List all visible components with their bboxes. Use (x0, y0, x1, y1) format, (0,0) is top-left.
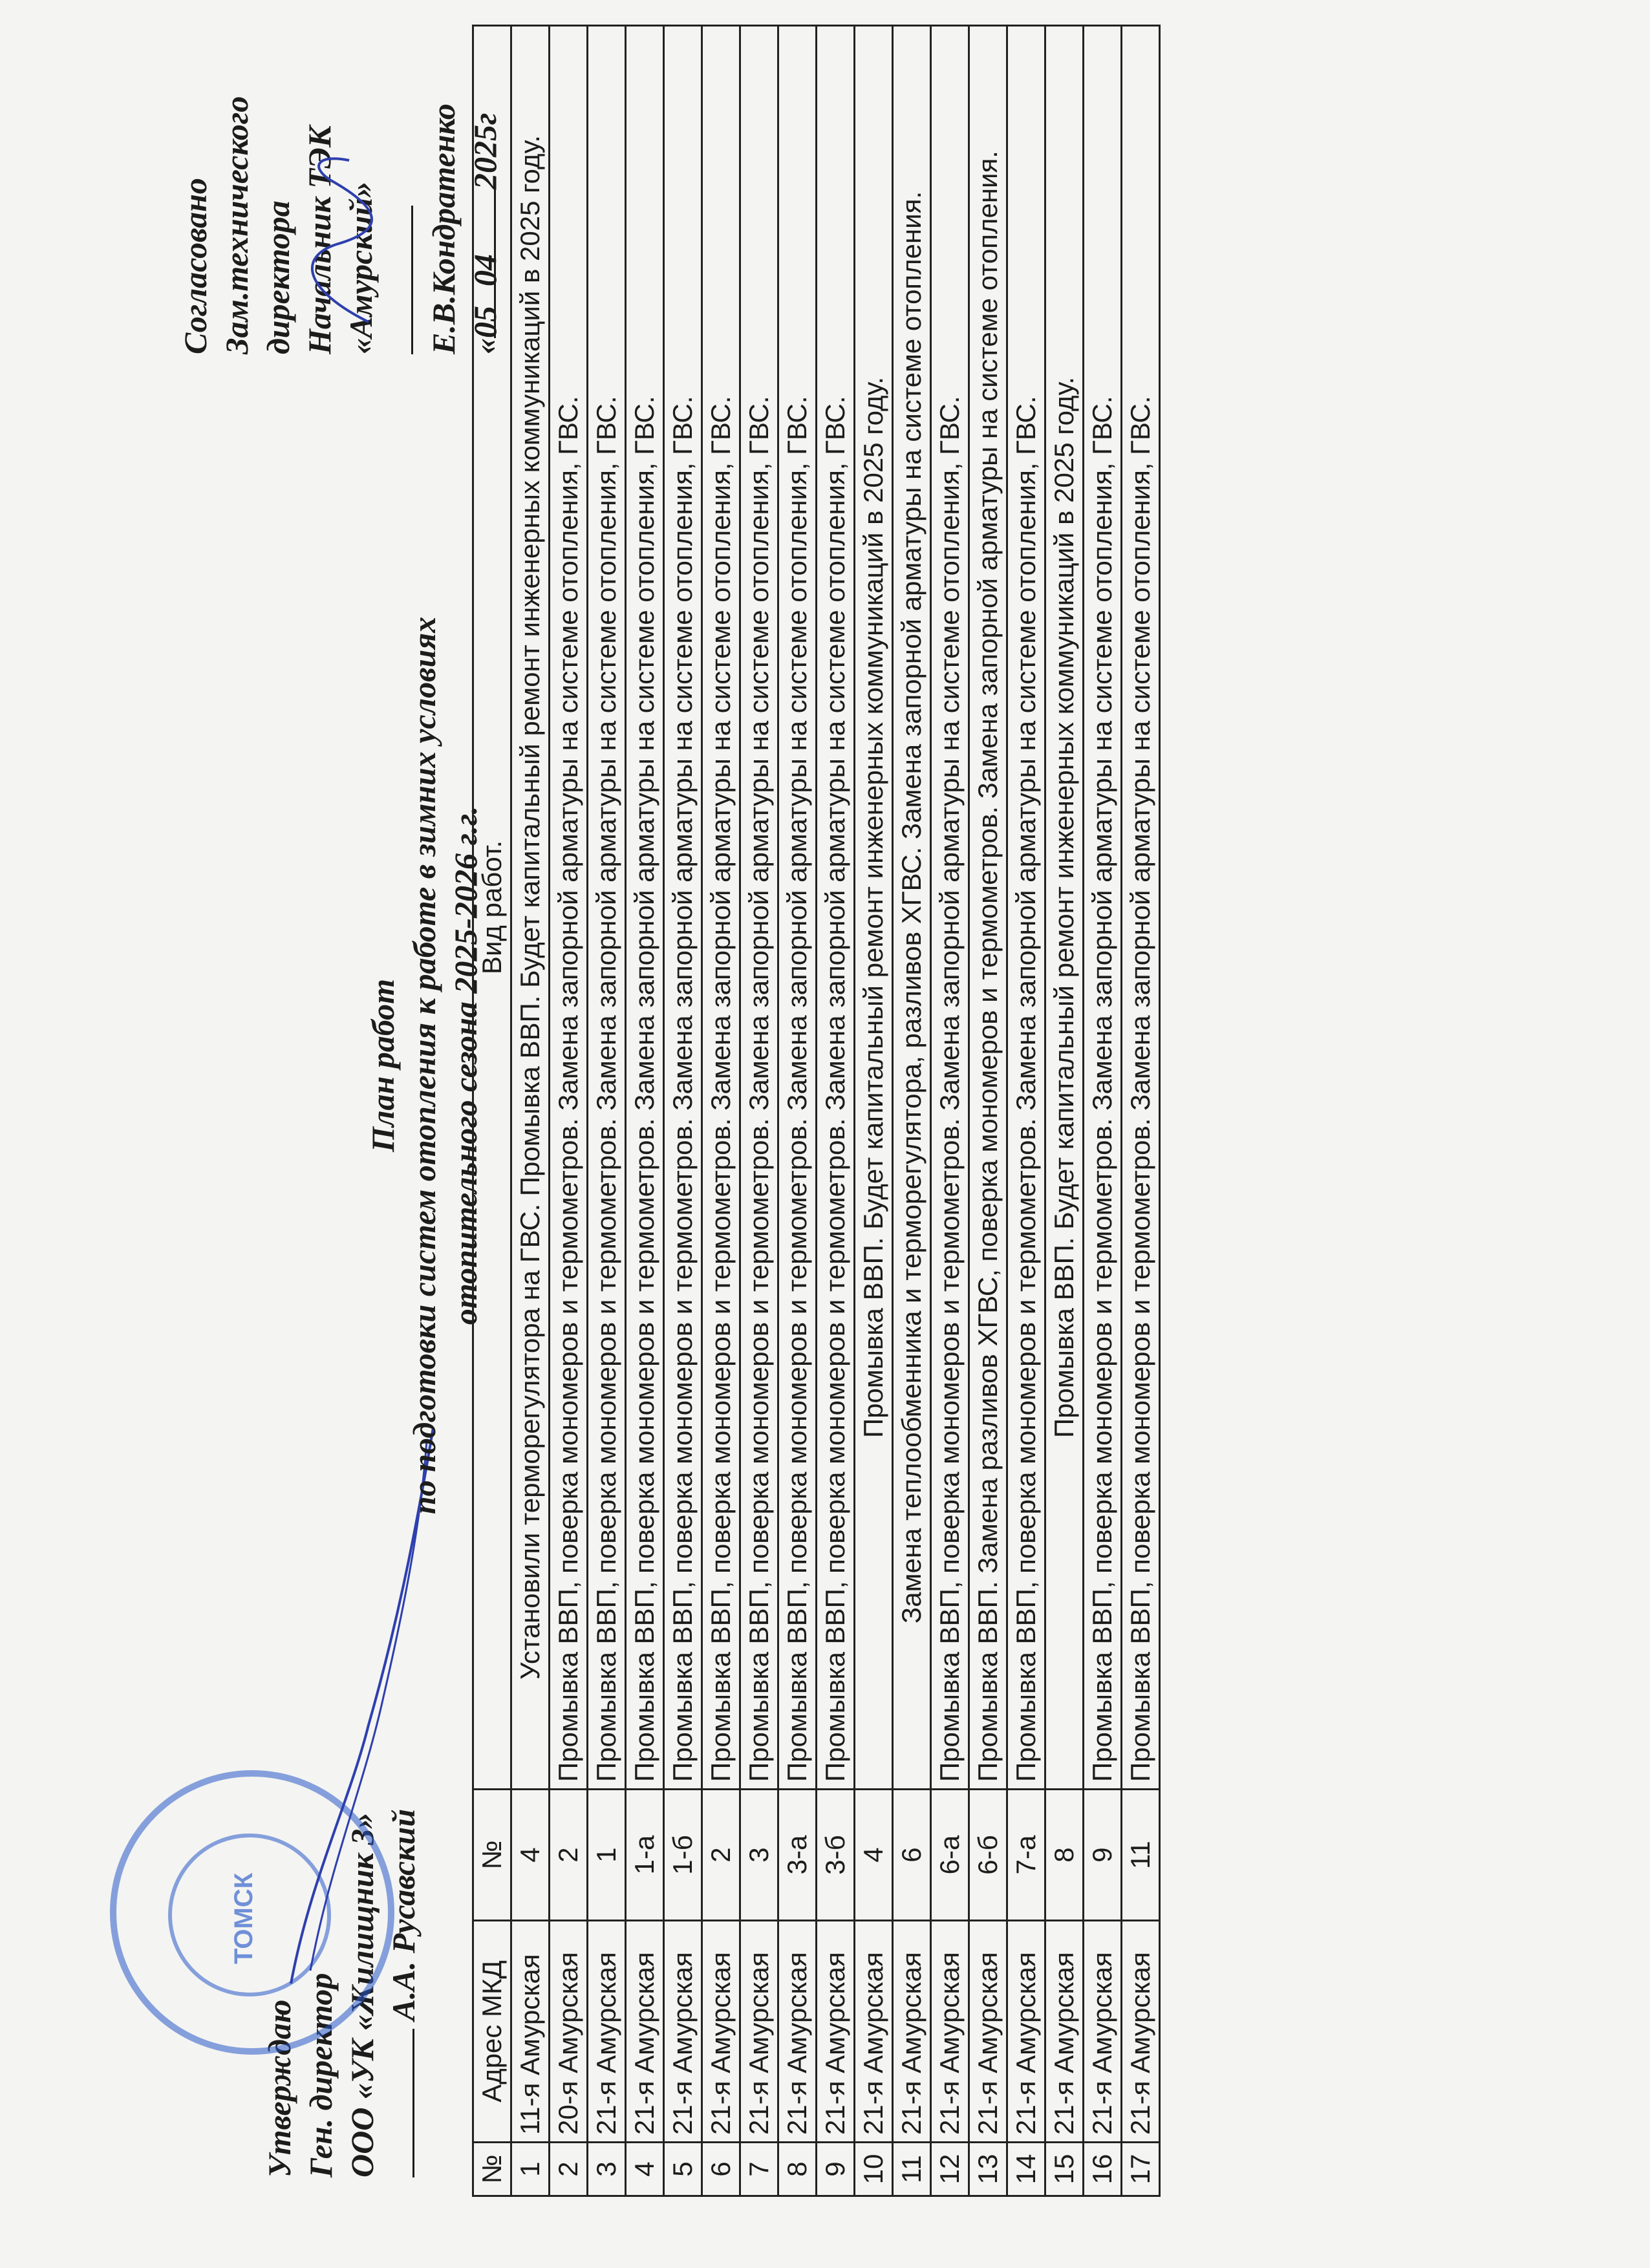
approval-company: ООО «УК «Жилищник 3» (344, 1812, 380, 2177)
agreement-title: Согласовано (177, 178, 213, 354)
row-number: 2 (550, 2143, 588, 2196)
row-house-number: 2 (702, 1790, 740, 1921)
agreement-department: Начальник ТЭК «Амурский» (301, 125, 379, 354)
agreement-position: Зам.технического директора (219, 96, 296, 354)
table-row (550, 26, 588, 2196)
row-address: 20-я Амурская (550, 1921, 588, 2143)
row-address: 21-я Амурская (778, 1921, 817, 2143)
table-header-row (473, 26, 511, 2196)
row-address: 21-я Амурская (1045, 1921, 1084, 2143)
row-work: Промывка ВВП, поверка мономеров и термометров. Замена запорной арматуры на системе отопления, ГВС. (931, 26, 969, 1790)
row-house-number: 4 (855, 1790, 893, 1921)
row-work: Промывка ВВП. Замена разливов ХГВС, поверка мономеров и термометров. Замена запорной арматуры на системе отопления. (969, 26, 1007, 1790)
row-number: 6 (702, 2143, 740, 2196)
row-house-number: 1-б (664, 1790, 702, 1921)
row-number: 5 (664, 2143, 702, 2196)
stamp-city: ТОМСК (230, 1872, 258, 1964)
document-title (362, 225, 486, 1906)
row-house-number: 6-а (931, 1790, 969, 1921)
row-address: 21-я Амурская (702, 1921, 740, 2143)
header-house-number: № (473, 1790, 511, 1921)
table-row (1007, 26, 1045, 2196)
table-row (817, 26, 855, 2196)
date-year: 2025г (467, 112, 503, 189)
row-house-number: 2 (550, 1790, 588, 1921)
header-work-type: Вид работ. (473, 26, 511, 1790)
table-row (664, 26, 702, 2196)
table-row (511, 26, 550, 2196)
row-address: 21-я Амурская (1122, 1921, 1160, 2143)
table-row (588, 26, 626, 2196)
row-work: Промывка ВВП, поверка мономеров и термометров. Замена запорной арматуры на системе отопления, ГВС. (702, 26, 740, 1790)
title-line-3: отопительного сезона 2025-2026 г.г. (447, 806, 484, 1325)
row-number: 8 (778, 2143, 817, 2196)
table-row (702, 26, 740, 2196)
header-number: № (473, 2143, 511, 2196)
table-row (740, 26, 778, 2196)
row-house-number: 6-б (969, 1790, 1007, 1921)
row-number: 3 (588, 2143, 626, 2196)
row-work: Промывка ВВП, поверка мономеров и термометров. Замена запорной арматуры на системе отопления, ГВС. (1122, 26, 1160, 1790)
row-number: 17 (1122, 2143, 1160, 2196)
row-work: Промывка ВВП, поверка мономеров и термометров. Замена запорной арматуры на системе отопления, ГВС. (588, 26, 626, 1790)
row-number: 7 (740, 2143, 778, 2196)
header-address: Адрес МКД (473, 1921, 511, 2143)
row-address: 11-я Амурская (511, 1921, 550, 2143)
signature-underline (383, 2029, 414, 2177)
row-work: Промывка ВВП, поверка мономеров и термометров. Замена запорной арматуры на системе отопления, ГВС. (778, 26, 817, 1790)
row-work: Промывка ВВП, поверка мономеров и термометров. Замена запорной арматуры на системе отопления, ГВС. (1007, 26, 1045, 1790)
table-row (626, 26, 664, 2196)
row-work: Замена теплообменника и терморегулятора, разливов ХГВС. Замена запорной арматуры на системе отопления. (893, 26, 931, 1790)
row-house-number: 3 (740, 1790, 778, 1921)
row-number: 4 (626, 2143, 664, 2196)
table-body (511, 26, 1160, 2196)
table-row (969, 26, 1007, 2196)
row-house-number: 3-б (817, 1790, 855, 1921)
table-row (1045, 26, 1084, 2196)
date-month: 04 (464, 189, 496, 286)
row-number: 12 (931, 2143, 969, 2196)
row-work: Промывка ВВП, поверка мономеров и термометров. Замена запорной арматуры на системе отопления, ГВС. (740, 26, 778, 1790)
date-day: 05 (464, 286, 496, 338)
approval-name: А.А. Русавский (385, 1808, 422, 2021)
row-house-number: 3-а (778, 1790, 817, 1921)
row-address: 21-я Амурская (626, 1921, 664, 2143)
table-row (1122, 26, 1160, 2196)
row-address: 21-я Амурская (817, 1921, 855, 2143)
row-work: Промывка ВВП, поверка мономеров и термометров. Замена запорной арматуры на системе отопления, ГВС. (1084, 26, 1122, 1790)
row-house-number: 6 (893, 1790, 931, 1921)
row-number: 1 (511, 2143, 550, 2196)
row-address: 21-я Амурская (931, 1921, 969, 2143)
row-address: 21-я Амурская (893, 1921, 931, 2143)
row-address: 21-я Амурская (1084, 1921, 1122, 2143)
row-address: 21-я Амурская (1007, 1921, 1045, 2143)
row-number: 14 (1007, 2143, 1045, 2196)
row-work: Промывка ВВП, поверка мономеров и термометров. Замена запорной арматуры на системе отопления, ГВС. (817, 26, 855, 1790)
row-house-number: 7-а (1007, 1790, 1045, 1921)
row-number: 13 (969, 2143, 1007, 2196)
row-work: Промывка ВВП. Будет капитальный ремонт инженерных коммуникаций в 2025 году. (855, 26, 893, 1790)
row-address: 21-я Амурская (969, 1921, 1007, 2143)
row-work: Промывка ВВП. Будет капитальный ремонт инженерных коммуникаций в 2025 году. (1045, 26, 1084, 1790)
row-number: 9 (817, 2143, 855, 2196)
approval-position: Ген. директор (303, 1973, 339, 2177)
row-number: 16 (1084, 2143, 1122, 2196)
row-house-number: 8 (1045, 1790, 1084, 1921)
row-house-number: 11 (1122, 1790, 1160, 1921)
date-quote: « (467, 338, 503, 354)
row-house-number: 1 (588, 1790, 626, 1921)
table-row (893, 26, 931, 2196)
row-work: Промывка ВВП, поверка мономеров и термометров. Замена запорной арматуры на системе отопления, ГВС. (664, 26, 702, 1790)
works-table (472, 25, 1161, 2197)
row-number: 11 (893, 2143, 931, 2196)
row-number: 10 (855, 2143, 893, 2196)
table-row (855, 26, 893, 2196)
row-address: 21-я Амурская (740, 1921, 778, 2143)
row-number: 15 (1045, 2143, 1084, 2196)
title-line-1: План работ (365, 979, 401, 1152)
row-address: 21-я Амурская (588, 1921, 626, 2143)
row-house-number: 9 (1084, 1790, 1122, 1921)
row-work: Установили терморегулятора на ГВС. Промывка ВВП. Будет капитальный ремонт инженерных коммуникаций в 2025 году. (511, 26, 550, 1790)
row-house-number: 4 (511, 1790, 550, 1921)
row-address: 21-я Амурская (855, 1921, 893, 2143)
agreement-name: Е.В.Кондратенко (425, 103, 462, 354)
row-house-number: 1-а (626, 1790, 664, 1921)
approval-title: Утверждаю (261, 1999, 297, 2177)
title-line-2: по подготовки систем отопления к работе в зимних условиях (406, 616, 442, 1515)
row-work: Промывка ВВП, поверка мономеров и термометров. Замена запорной арматуры на системе отопления, ГВС. (550, 26, 588, 1790)
table-row (1084, 26, 1122, 2196)
table-row (778, 26, 817, 2196)
row-address: 21-я Амурская (664, 1921, 702, 2143)
row-work: Промывка ВВП, поверка мономеров и термометров. Замена запорной арматуры на системе отопления, ГВС. (626, 26, 664, 1790)
table-row (931, 26, 969, 2196)
